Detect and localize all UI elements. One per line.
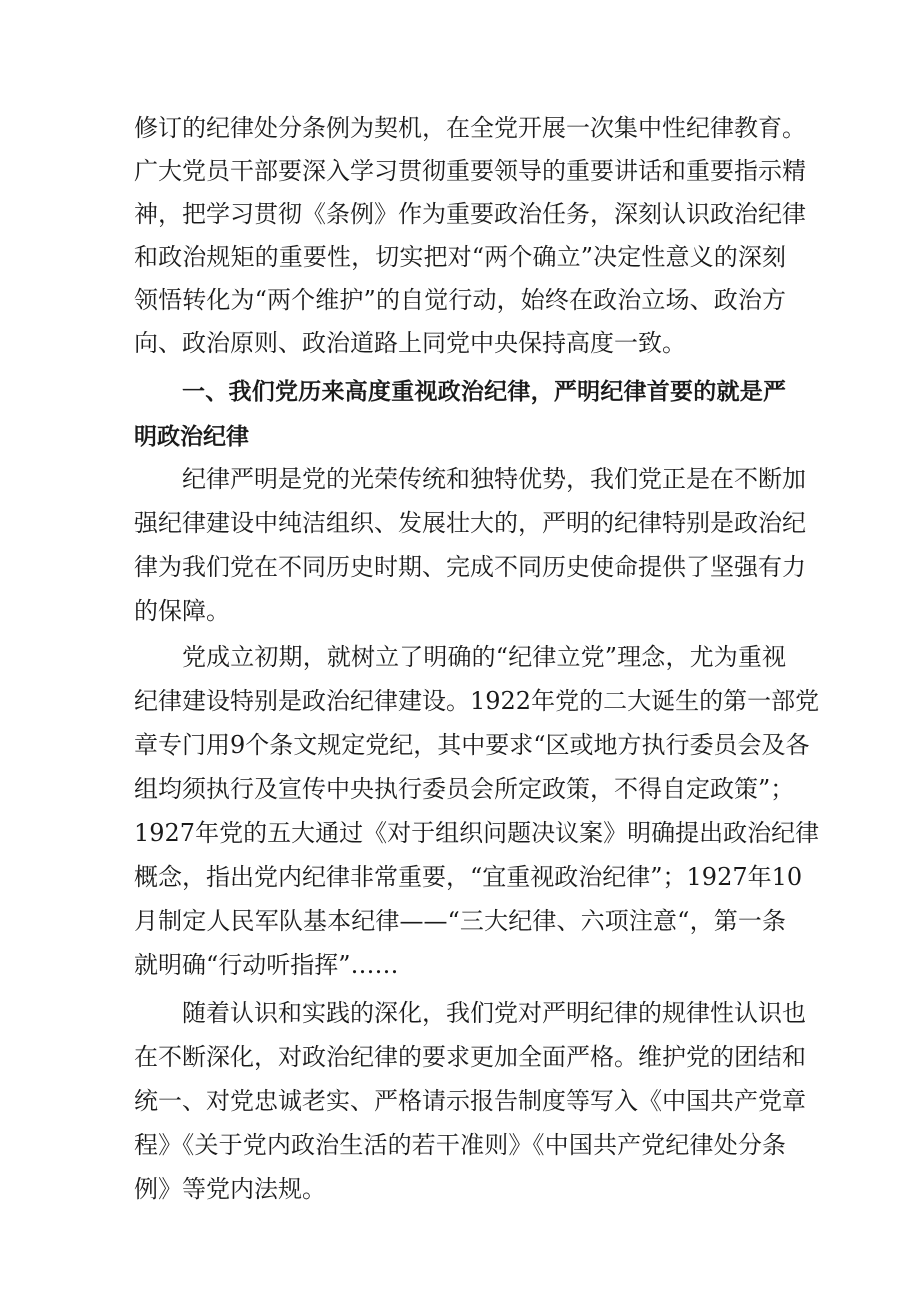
paragraph-2-line-4: 组均须执行及宣传中央执行委员会所定政策，不得自定政策”； — [134, 775, 795, 803]
paragraph-2-line-2: 纪律建设特别是政治纪律建设。1922年党的二大诞生的第一部党 — [134, 687, 820, 715]
intro-line-3: 神，把学习贯彻《条例》作为重要政治任务，深刻认识政治纪律 — [134, 200, 806, 228]
section-heading-line-1: 一、我们党历来高度重视政治纪律，严明纪律首要的就是严 — [182, 379, 786, 405]
intro-line-5: 领悟转化为“两个维护”的自觉行动，始终在政治立场、政治方 — [134, 286, 786, 314]
section-heading-line-2: 明政治纪律 — [134, 424, 249, 450]
paragraph-1-line-3: 律为我们党在不同历史时期、完成不同历史使命提供了坚强有力 — [134, 553, 806, 581]
intro-line-2: 广大党员干部要深入学习贯彻重要领导的重要讲话和重要指示精 — [134, 157, 806, 185]
paragraph-2-line-1: 党成立初期，就树立了明确的“纪律立党”理念，尤为重视 — [182, 643, 786, 671]
paragraph-3-line-2: 在不断深化，对政治纪律的要求更加全面严格。维护党的团结和 — [134, 1043, 806, 1071]
paragraph-1-line-1: 纪律严明是党的光荣传统和独特优势，我们党正是在不断加 — [182, 465, 806, 493]
intro-line-6: 向、政治原则、政治道路上同党中央保持高度一致。 — [134, 329, 686, 357]
paragraph-3-line-1: 随着认识和实践的深化，我们党对严明纪律的规律性认识也 — [182, 999, 806, 1027]
paragraph-2-line-8: 就明确“行动听指挥”…… — [134, 951, 399, 979]
paragraph-1-line-4: 的保障。 — [134, 597, 230, 625]
paragraph-2-line-5: 1927年党的五大通过《对于组织问题决议案》明确提出政治纪律 — [134, 819, 820, 847]
paragraph-1-line-2: 强纪律建设中纯洁组织、发展壮大的，严明的纪律特别是政治纪 — [134, 509, 806, 537]
paragraph-3-line-3: 统一、对党忠诚老实、严格请示报告制度等写入《中国共产党章 — [134, 1087, 806, 1115]
intro-line-4: 和政治规矩的重要性，切实把对“两个确立”决定性意义的深刻 — [134, 243, 786, 271]
paragraph-2-line-3: 章专门用9个条文规定党纪，其中要求“区或地方执行委员会及各 — [134, 731, 810, 759]
paragraph-2-line-6: 概念，指出党内纪律非常重要，“宜重视政治纪律”；1927年10 — [134, 863, 803, 891]
intro-line-1: 修订的纪律处分条例为契机，在全党开展一次集中性纪律教育。 — [134, 114, 806, 142]
paragraph-3-line-5: 例》等党内法规。 — [134, 1175, 326, 1203]
paragraph-3-line-4: 程》《关于党内政治生活的若干准则》《中国共产党纪律处分条 — [134, 1131, 786, 1159]
paragraph-2-line-7: 月制定人民军队基本纪律——“三大纪律、六项注意“，第一条 — [134, 907, 786, 935]
